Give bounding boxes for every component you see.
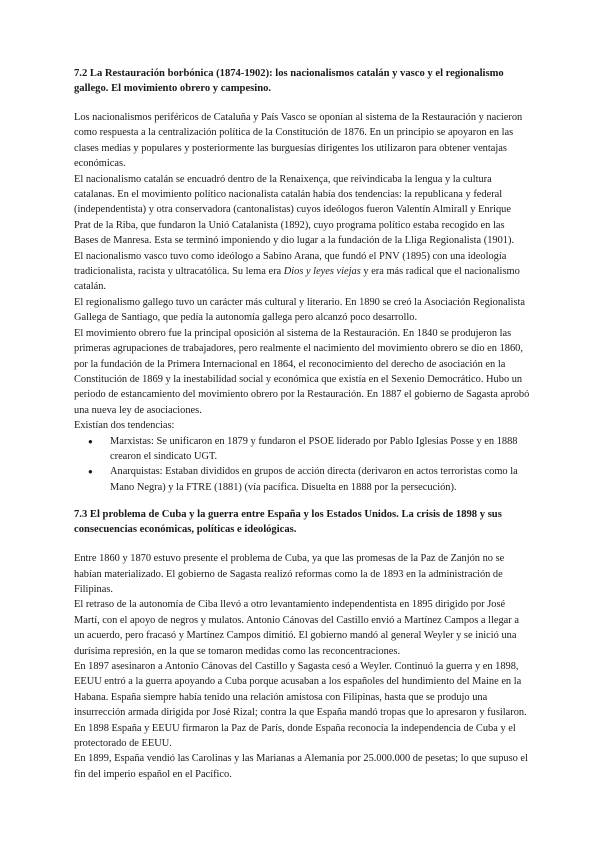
paragraph-nacionalismo-catalan: El nacionalismo catalán se encuadró dentro de la Renaixença, que reivindicaba la lengua y la cultura catalanas. En el movimiento político nacionalista catalán había dos tendencias: la republicana y federal (independentista) y otra conservadora (cantonalistas) cuyos ideólogos fueron Valentín Almirall y Enrique Prat de la Riba, que fundaron la Unió Catalanista (1892), cuyo programa político estaba recogido en las Bases de Manresa. Esta se terminó imponiendo y dio lugar a la fundación de la Lliga Regionalista (1901). (74, 173, 515, 247)
paragraph-nacionalismo-vasco (74, 249, 530, 295)
section-heading-restauracion: 7.2 La Restauración borbónica (1874-1902): los nacionalismos catalán y vasco y el regionalismo gallego. El movimiento obrero y campesino. (74, 68, 504, 94)
section-heading-cuba: 7.3 El problema de Cuba y la guerra entre España y los Estados Unidos. La crisis de 1898 y sus consecuencias económicas, políticas e ideológicas. (74, 509, 502, 536)
paragraph-guerra-1898: En 1897 asesinaron a Antonio Cánovas del Castillo y Sagasta cesó a Weyler. Continuó la guerra y en 1898, EEUU entró a la guerra apoyando a Cuba porque acusaban a los españoles del hundimiento del Maine en la Habana. España siempre había tenido una relación amistosa con Filipinas, hasta que se produjo una insurrección armada dirigida por José Rizal; contra la que España mandó tropas que lo apresaron y fusilaron. En 1898 España y EEUU firmaron la Paz de París, donde España reconocía la independencia de Cuba y el protectorado de EEUU. (74, 661, 527, 750)
paragraph-regionalismo-gallego: El regionalismo gallego tuvo un carácter más cultural y literario. En 1890 se creó la Asociación Regionalista Gallega de Santiago, que pedía la autonomía gallega pero alcanzó poco desarrollo. (74, 296, 525, 324)
tendencias-list (74, 434, 530, 496)
paragraph-levantamiento-1895: El retraso de la autonomía de Ciba llevó a otro levantamiento independentista en 1895 dirigido por José Martí, con el apoyo de negros y mulatos. Antonio Cánovas del Castillo envió a Martínez Campos a llegar a un acuerdo, pero fracasó y Martínez Campos dimitió. El gobierno mandó al general Weyler y se inició una durísima represión, en la que se tomaron medidas como las reconcentraciones. (74, 599, 519, 657)
list-item-anarquistas: ● Anarquistas: Estaban divididos en grupos de acción directa (derivaron en actos terroristas como la Mano Negra) y la FTRE (1881) (vía pacífica. Disuelta en 1888 por la persecución). (74, 464, 530, 495)
paragraph-vasco-text-b: y era más radical que el nacionalismo catalán. (74, 266, 520, 293)
paragraph-nacionalismos-perifericos: Los nacionalismos periféricos de Cataluña y País Vasco se oponían al sistema de la Restauración y nacieron como respuesta a la centralización política de la Constitución de 1876. En un principio se apoyaron en las clases medias y populares y posteriormente las burguesías dirigentes los utilizaron para obtener ventajas económicas. (74, 112, 523, 170)
paragraph-problema-cuba: Entre 1860 y 1870 estuvo presente el problema de Cuba, ya que las promesas de la Paz de Zanjón no se habían materializado. El gobierno de Sagasta realizó reformas como la de 1893 en la administración de Filipinas. (74, 553, 505, 595)
paragraph-tendencias-intro: Existían dos tendencias: (74, 420, 175, 432)
list-item-marxistas: ● Marxistas: Se unificaron en 1879 y fundaron el PSOE liderado por Pablo Iglesias Posse y en 1888 crearon el sindicato UGT. (74, 434, 530, 465)
paragraph-vasco-text-a: El nacionalismo vasco tuvo como ideólogo a Sabino Arana, que fundó el PNV (1895) con una ideología tradicionalista, racista y ultracatólica. Su lema era (74, 250, 507, 278)
paragraph-vasco-motto: Dios y leyes viejas (283, 266, 361, 278)
paragraph-movimiento-obrero: El movimiento obrero fue la principal oposición al sistema de la Restauración. En 1840 se produjeron las primeras agrupaciones de trabajadores, pero realmente el nacimiento del movimiento obrero se dio en 1860, por la fundación de la Primera Internacional en 1864, el reconocimiento del derecho de asociación en la Constitución de 1869 y la inestabilidad social y económica que existía en el Sexenio Democrático. Hubo un periodo de estancamiento del movimiento obrero por la Restauración. En 1887 el gobierno de Sagasta aprobó una nueva ley de asociaciones. (74, 327, 530, 416)
document-body (74, 66, 530, 782)
paragraph-fin-imperio: En 1899, España vendió las Carolinas y las Marianas a Alemania por 25.000.000 de pesetas; lo que supuso el fin del imperio español en el Pacífico. (74, 753, 528, 780)
